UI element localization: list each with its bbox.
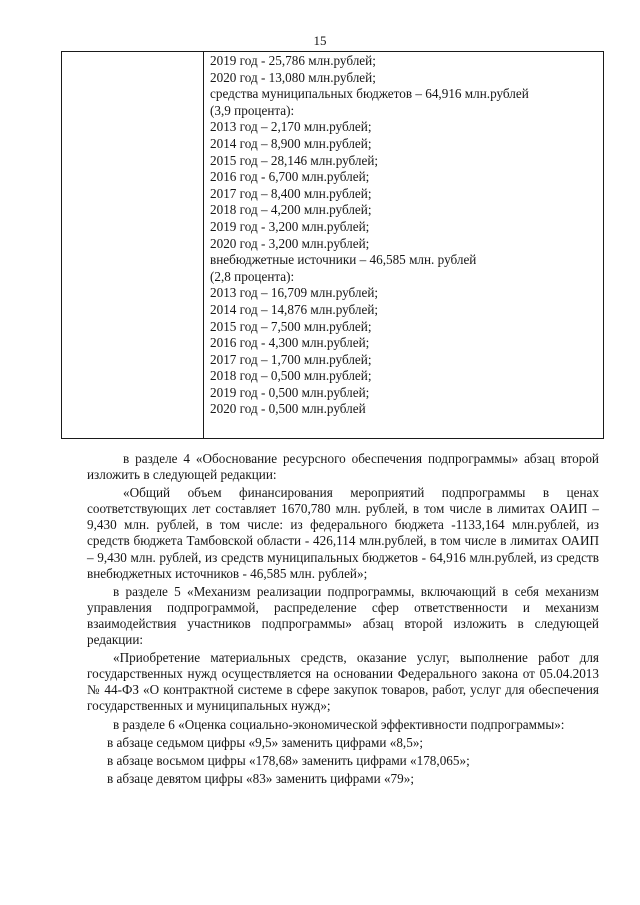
- table-line: 2016 год - 6,700 млн.рублей;: [210, 169, 370, 185]
- table-line: 2020 год - 3,200 млн.рублей;: [210, 235, 370, 251]
- table-line: (2,8 процента):: [210, 268, 295, 284]
- page-number: 15: [313, 33, 327, 48]
- table-line: 2018 год – 0,500 млн.рублей;: [210, 368, 372, 384]
- table-line: 2019 год - 25,786 млн.рублей;: [210, 53, 376, 68]
- table-line: 2014 год – 14,876 млн.рублей;: [210, 301, 379, 317]
- table-line: внебюджетные источники – 46,585 млн. рублей: [210, 252, 477, 268]
- table-line: 2017 год – 1,700 млн.рублей;: [210, 351, 372, 367]
- paragraph-section-5-text: «Приобретение материальных средств, оказание услуг, выполнение работ для государственных нужд осуществляется на основании Федерального закона от 05.04.2013 № 44-ФЗ «О контрактной системе в сфере закупок товаров, работ, услуг для обеспечения государственных и муниципальных нужд»;: [87, 650, 599, 714]
- table-line: 2020 год - 13,080 млн.рублей;: [210, 69, 376, 85]
- table-line: 2014 год – 8,900 млн.рублей;: [210, 135, 372, 151]
- paragraph-item-7: в абзаце седьмом цифры «9,5» заменить цифрами «8,5»;: [107, 734, 424, 750]
- table-line: 2019 год - 3,200 млн.рублей;: [210, 218, 370, 234]
- table-line: 2017 год – 8,400 млн.рублей;: [210, 185, 372, 201]
- funding-cell: [210, 53, 597, 418]
- table-line: (3,9 процента):: [210, 102, 295, 118]
- table-line: 2020 год - 0,500 млн.рублей: [210, 401, 366, 417]
- column-divider: [203, 52, 204, 438]
- funding-table: [61, 51, 604, 439]
- paragraph-section-4: в разделе 4 «Обоснование ресурсного обеспечения подпрограммы» абзац второй изложить в следующей редакции:: [87, 451, 599, 483]
- table-line: 2019 год - 0,500 млн.рублей;: [210, 384, 370, 400]
- table-line: 2013 год – 2,170 млн.рублей;: [210, 119, 372, 135]
- document-body: [87, 451, 599, 789]
- table-line: 2013 год – 16,709 млн.рублей;: [210, 285, 379, 301]
- table-line: 2016 год - 4,300 млн.рублей;: [210, 335, 370, 351]
- table-line: средства муниципальных бюджетов – 64,916 млн.рублей: [210, 86, 529, 102]
- paragraph-item-8: в абзаце восьмом цифры «178,68» заменить цифрами «178,065»;: [107, 752, 470, 768]
- table-line: 2015 год – 7,500 млн.рублей;: [210, 318, 372, 334]
- paragraph-section-6: в разделе 6 «Оценка социально-экономической эффективности подпрограммы»:: [113, 716, 565, 732]
- paragraph-item-9: в абзаце девятом цифры «83» заменить цифрами «79»;: [107, 770, 414, 786]
- table-line: 2018 год – 4,200 млн.рублей;: [210, 202, 372, 218]
- table-line: 2015 год – 28,146 млн.рублей;: [210, 152, 379, 168]
- paragraph-section-4-text: «Общий объем финансирования мероприятий подпрограммы в ценах соответствующих лет составляет 1670,780 млн. рублей, в том числе в лимитах ОАИП – 9,430 млн. рублей, в том числе: из федерального бюджета -1133,164 млн.рублей, из средств бюджета Тамбовской области - 426,114 млн.рублей, в том числе в лимитах ОАИП – 9,430 млн. рублей, из средств муниципальных бюджетов - 64,916 млн.рублей, из средств внебюджетных источников - 46,585 млн. рублей»;: [87, 485, 599, 581]
- paragraph-section-5: в разделе 5 «Механизм реализации подпрограммы, включающий в себя механизм управления подпрограммой, распределение сфер ответственности и механизм взаимодействия участников подпрограммы» абзац второй изложить в следующей редакции:: [87, 583, 599, 648]
